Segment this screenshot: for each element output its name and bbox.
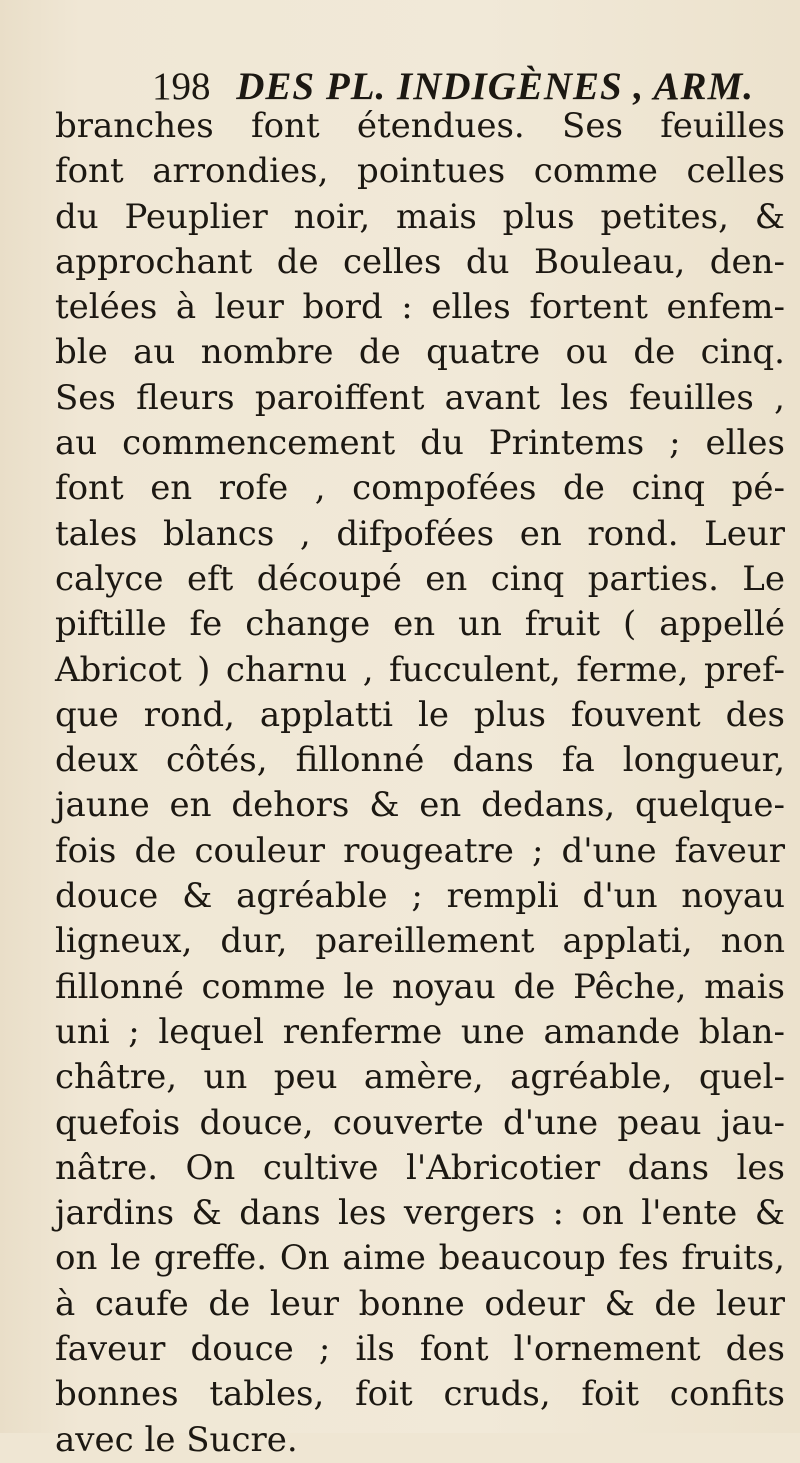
text-line: jardins & dans les vergers : on l'ente & <box>55 1193 785 1234</box>
page-number: 198 <box>152 65 211 108</box>
body-text <box>55 104 785 1463</box>
text-line: Ses fleurs paroiffent avant les feuilles , <box>55 377 785 418</box>
text-line: tales blancs , difpofées en rond. Leur <box>55 513 785 554</box>
text-line: telées à leur bord : elles fortent enfem- <box>55 287 785 328</box>
text-line: calyce eft découpé en cinq parties. Le <box>55 558 785 599</box>
text-line: font en rofe , compofées de cinq pé- <box>55 468 785 509</box>
text-line: quefois douce, couverte d'une peau jau- <box>55 1102 785 1143</box>
text-line: nâtre. On cultive l'Abricotier dans les <box>55 1147 785 1188</box>
text-line: branches font étendues. Ses feuilles <box>55 106 785 146</box>
text-line: fois de couleur rougeatre ; d'une faveur <box>55 830 785 871</box>
text-line: bonnes tables, foit cruds, foit confits <box>55 1374 785 1415</box>
text-line: piftille fe change en un fruit ( appellé <box>55 604 785 645</box>
text-line: approchant de celles du Bouleau, den- <box>55 241 785 282</box>
text-line: ligneux, dur, pareillement applati, non <box>55 921 785 962</box>
text-line: châtre, un peu amère, agréable, quel- <box>55 1057 785 1098</box>
text-line: ble au nombre de quatre ou de cinq. <box>55 332 785 373</box>
text-line: du Peuplier noir, mais plus petites, & <box>55 196 785 237</box>
text-line: Abricot ) charnu , fucculent, ferme, pref- <box>55 649 785 690</box>
text-line: douce & agréable ; rempli d'un noyau <box>55 876 785 917</box>
text-line: au commencement du Printems ; elles <box>55 423 785 464</box>
text-line: on le greffe. On aime beaucoup fes fruits, <box>55 1238 785 1279</box>
text-line: jaune en dehors & en dedans, quelque- <box>55 785 785 826</box>
text-line: deux côtés, fillonné dans fa longueur, <box>55 740 785 781</box>
text-line: à caufe de leur bonne odeur & de leur <box>55 1283 785 1324</box>
text-line: avec le Sucre. <box>55 1419 298 1460</box>
running-title: DES PL. INDIGÈNES , ARM. <box>236 65 754 108</box>
text-line: fillonné comme le noyau de Pêche, mais <box>55 966 785 1007</box>
text-line: que rond, applatti le plus fouvent des <box>55 694 785 735</box>
text-line: font arrondies, pointues comme celles <box>55 151 785 192</box>
text-line: uni ; lequel renferme une amande blan- <box>55 1011 785 1052</box>
text-line: faveur douce ; ils font l'ornement des <box>55 1329 785 1370</box>
